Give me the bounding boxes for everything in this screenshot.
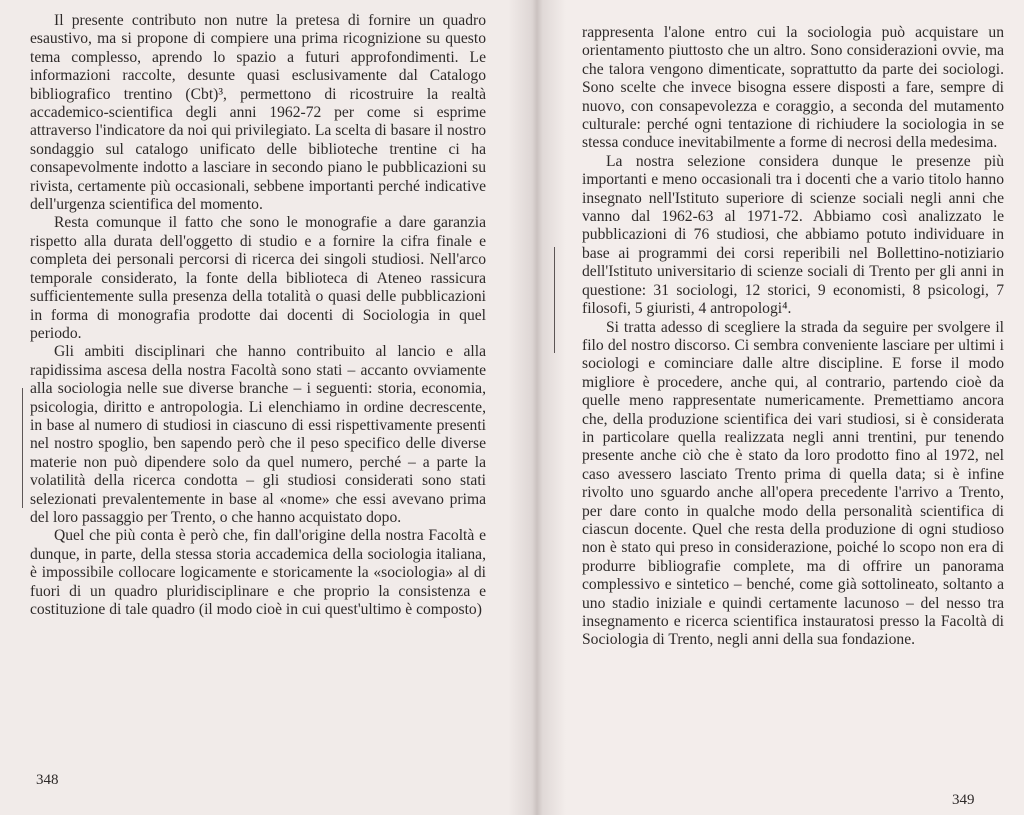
- pencil-margin-mark: [554, 247, 555, 353]
- left-paragraph-2: Resta comunque il fatto che sono le monografie a dare garanzia rispetto alla durata dell'oggetto di studio e a fornire la cifra finale e completa dei personali percorsi di ricerca dei singoli studiosi. Nell'arco temporale considerato, la fonte della biblioteca di Ateneo rassicura sufficientemente sulla presenza della totalità o quasi delle pubblicazioni in forma di monografia prodotte dai docenti di Sociologia in quel periodo.: [30, 214, 486, 342]
- right-paragraph-2: La nostra selezione considera dunque le presenze più importanti e meno occasionali tra i docenti che a vario titolo hanno insegnato nell'Istituto superiore di scienze sociali negli anni che vanno dal 1962-63 al 1971-72. Abbiamo così analizzato le pubblicazioni di 76 studiosi, che abbiamo potuto individuare in base ai programmi dei corsi reperibili nel Bollettino-notiziario dell'Istituto universitario di scienze sociali di Trento per gli anni in questione: 31 sociologi, 12 storici, 9 economisti, 8 psicologi, 7 filosofi, 5 giuristi, 4 antropologi⁴.: [582, 152, 1004, 318]
- right-page-text: [582, 24, 1004, 650]
- left-paragraph-1: Il presente contributo non nutre la pretesa di fornire un quadro esaustivo, ma si propone di compiere una prima ricognizione su questo tema complesso, aprendo lo spazio a futuri approfondimenti. Le informazioni raccolte, desunte quasi esclusivamente dal Catalogo bibliografico trentino (Cbt)³, permettono di ricostruire la realtà accademico-scientifica degli anni 1962-72 per come si esprime attraverso l'indicatore da noi qui privilegiato. La scelta di basare il nostro sondaggio sul catalogo unificato delle biblioteche trentine ci ha consapevolmente indotto a lasciare in secondo piano le pubblicazioni su rivista, certamente più occasionali, sebbene importanti perché indicative dell'urgenza scientifica del momento.: [30, 12, 486, 214]
- right-paragraph-1: rappresenta l'alone entro cui la sociologia può acquistare un orientamento piuttosto che un altro. Sono considerazioni ovvie, ma che talora vengono dimenticate, soprattutto da parte dei sociologi. Sono scelte che invece bisogna essere disposti a fare, sempre di nuovo, con consapevolezza e coraggio, a seconda del mutamento culturale: perché ogni tentazione di richiudere la sociologia in se stessa conduce inevitabilmente a forme di necrosi della medesima.: [582, 24, 1004, 152]
- page-number-left: 348: [36, 772, 59, 788]
- left-paragraph-4: Quel che più conta è però che, fin dall'origine della nostra Facoltà e dunque, in parte, della stessa storia accademica della sociologia italiana, è impossibile collocare logicamente e storicamente la «sociologia» al di fuori di un quadro pluridisciplinare e che proprio la consistenza e costituzione di tale quadro (il modo cioè in cui quest'ultimo è composto): [30, 527, 486, 618]
- right-paragraph-3: Si tratta adesso di scegliere la strada da seguire per svolgere il filo del nostro discorso. Ci sembra conveniente lasciare per ultimi i sociologi e cominciare dalle altre discipline. E forse il modo migliore è procedere, anche qui, al contrario, partendo cioè da quelle meno rappresentate numericamente. Premettiamo ancora che, della produzione scientifica dei vari studiosi, si è considerata in particolare quella realizzata negli anni trentini, pur tenendo presente anche ciò che è stato da loro prodotto fino al 1972, nel caso avessero lasciato Trento prima di quella data; si è infine rivolto uno sguardo anche all'opera precedente l'arrivo a Trento, per dare conto in qualche modo della personalità scientifica di ciascun docente. Quel che resta della produzione di ogni studioso non è stato qui preso in considerazione, poiché lo scopo non era di produrre bibliografie complete, ma di offrire un panorama complessivo e sintetico – benché, come già sottolineato, soltanto a uno stadio iniziale e quindi certamente lacunoso – del nesso tra insegnamento e ricerca scientifica instauratosi presso la Facoltà di Sociologia di Trento, negli anni della sua fondazione.: [582, 318, 1004, 649]
- page-number-right: 349: [952, 792, 975, 808]
- left-page-text: [30, 12, 486, 619]
- right-page: [532, 0, 1024, 815]
- pencil-margin-mark: [22, 388, 23, 508]
- left-paragraph-3: Gli ambiti disciplinari che hanno contribuito al lancio e alla rapidissima ascesa della nostra Facoltà sono stati – accanto ovviamente alla sociologia nelle sue diverse branche – i seguenti: storia, economia, psicologia, diritto e antropologia. Li elenchiamo in ordine decrescente, in base al numero di studiosi in ciascuno di essi rispettivamente presenti nel nostro spoglio, ben sapendo però che il peso specifico delle diverse materie non può dipendere solo da quel numero, perché – a parte la volatilità della ricerca condotta – gli studiosi considerati sono stati selezionati prevalentemente in base al «nome» che essi avevano prima del loro passaggio per Trento, o che hanno acquistato dopo.: [30, 343, 486, 526]
